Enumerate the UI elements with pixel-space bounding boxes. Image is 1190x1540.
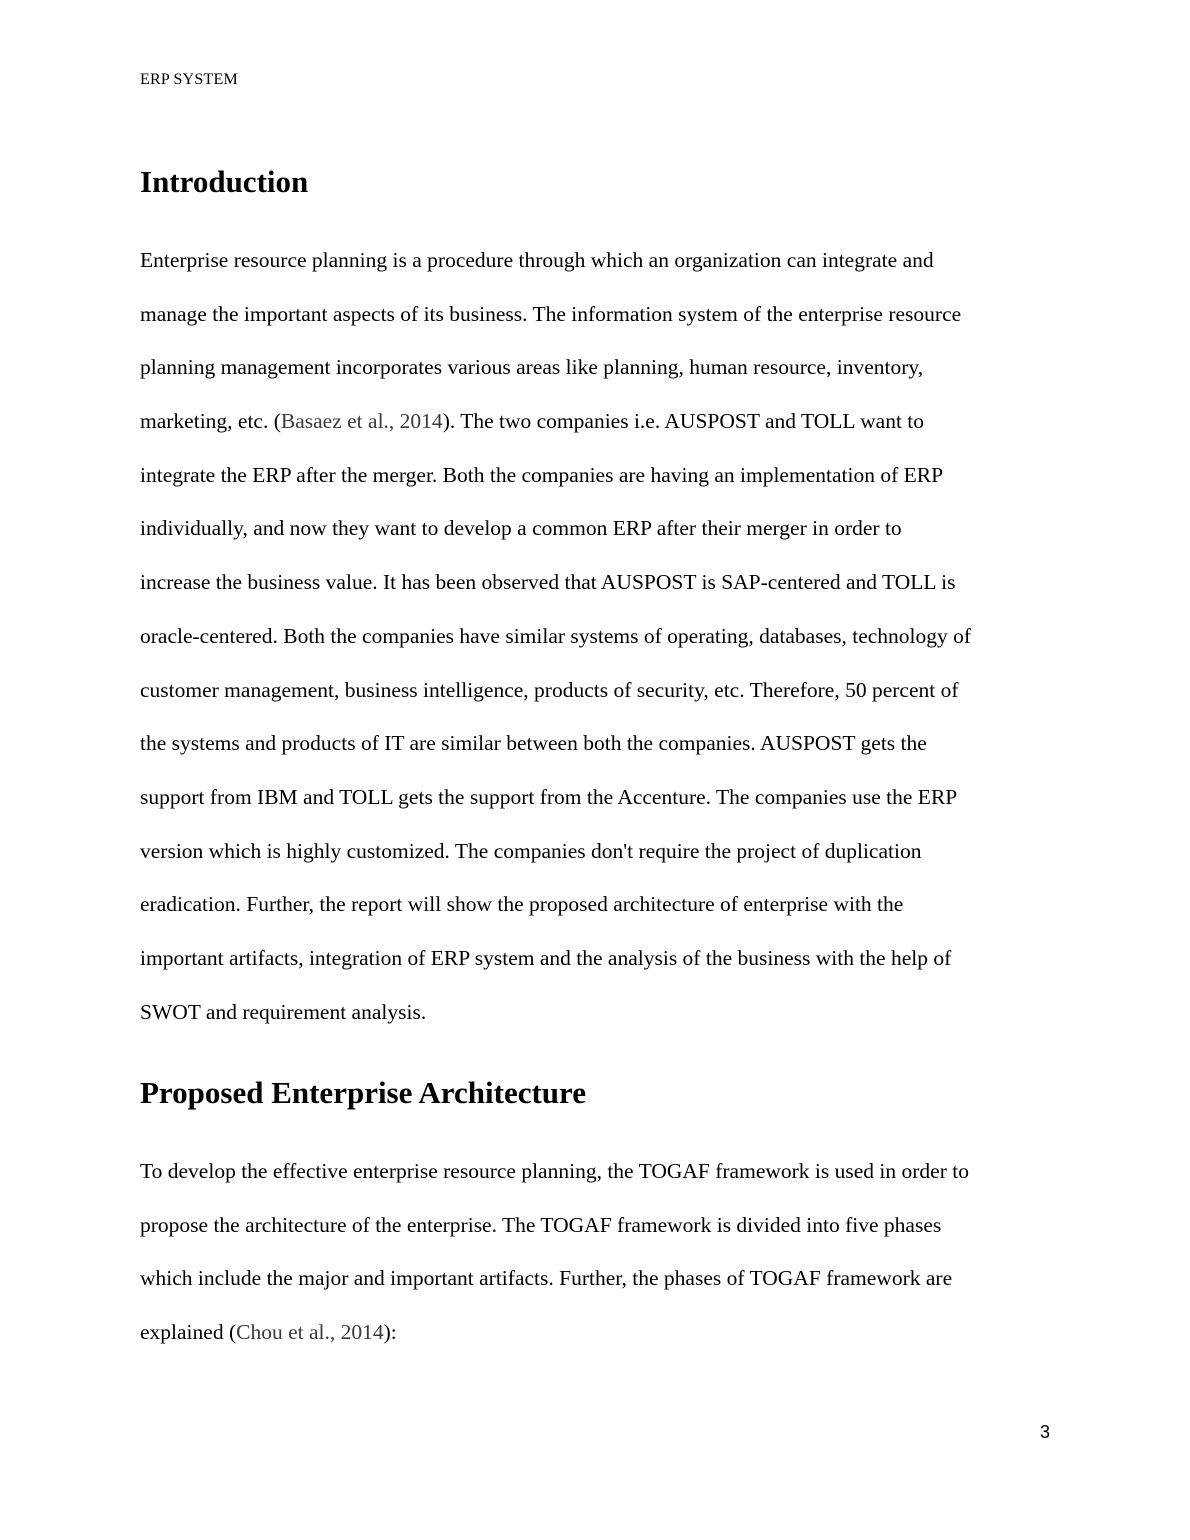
line-text: ). The two companies i.e. AUSPOST and TOLL want to	[442, 409, 925, 434]
paragraph-line: planning management incorporates various areas like planning, human resource, inventory,	[140, 355, 924, 380]
paragraph-line: increase the business value. It has been observed that AUSPOST is SAP-centered and TOLL is	[140, 570, 956, 595]
paragraph-line: Enterprise resource planning is a procedure through which an organization can integrate and	[140, 248, 934, 272]
citation-basaez[interactable]: Basaez et al., 2014	[280, 409, 443, 434]
citation-chou[interactable]: Chou et al., 2014	[236, 1320, 384, 1345]
paragraph-line: manage the important aspects of its business. The information system of the enterprise resource	[140, 301, 962, 326]
line-text: marketing, etc. (	[140, 409, 281, 434]
paragraph-line: oracle-centered. Both the companies have similar systems of operating, databases, technology of	[140, 623, 972, 648]
paragraph-line: important artifacts, integration of ERP system and the analysis of the business with the help of	[140, 945, 952, 970]
paragraph-line: individually, and now they want to develop a common ERP after their merger in order to	[140, 516, 902, 541]
paragraph-line: eradication. Further, the report will show the proposed architecture of enterprise with the	[140, 892, 904, 917]
paragraph-line: customer management, business intelligence, products of security, etc. Therefore, 50 percent of	[140, 677, 959, 702]
paragraph-line: To develop the effective enterprise resource planning, the TOGAF framework is used in order to	[140, 1159, 969, 1183]
page-number: 3	[1039, 1422, 1050, 1442]
paragraph-line: version which is highly customized. The companies don't require the project of duplication	[140, 838, 922, 863]
paragraph-line	[140, 1317, 1060, 1371]
heading-proposed-enterprise-architecture: Proposed Enterprise Architecture	[140, 1075, 586, 1110]
paragraph-line: which include the major and important artifacts. Further, the phases of TOGAF framework are	[140, 1266, 953, 1291]
paragraph-line: propose the architecture of the enterprise. The TOGAF framework is divided into five phases	[140, 1212, 942, 1237]
paragraph-line: SWOT and requirement analysis.	[140, 999, 427, 1024]
heading-introduction: Introduction	[140, 164, 309, 199]
paragraph-introduction	[140, 245, 1060, 1050]
line-text: explained (	[140, 1320, 237, 1345]
running-head: ERP SYSTEM	[140, 71, 238, 88]
paragraph-line: support from IBM and TOLL gets the support from the Accenture. The companies use the ERP	[140, 784, 958, 809]
paragraph-architecture	[140, 1156, 1060, 1371]
paragraph-line: integrate the ERP after the merger. Both the companies are having an implementation of ERP	[140, 462, 944, 487]
paragraph-line	[140, 406, 1060, 460]
paragraph-line: the systems and products of IT are similar between both the companies. AUSPOST gets the	[140, 731, 927, 756]
line-text: ):	[383, 1320, 397, 1345]
